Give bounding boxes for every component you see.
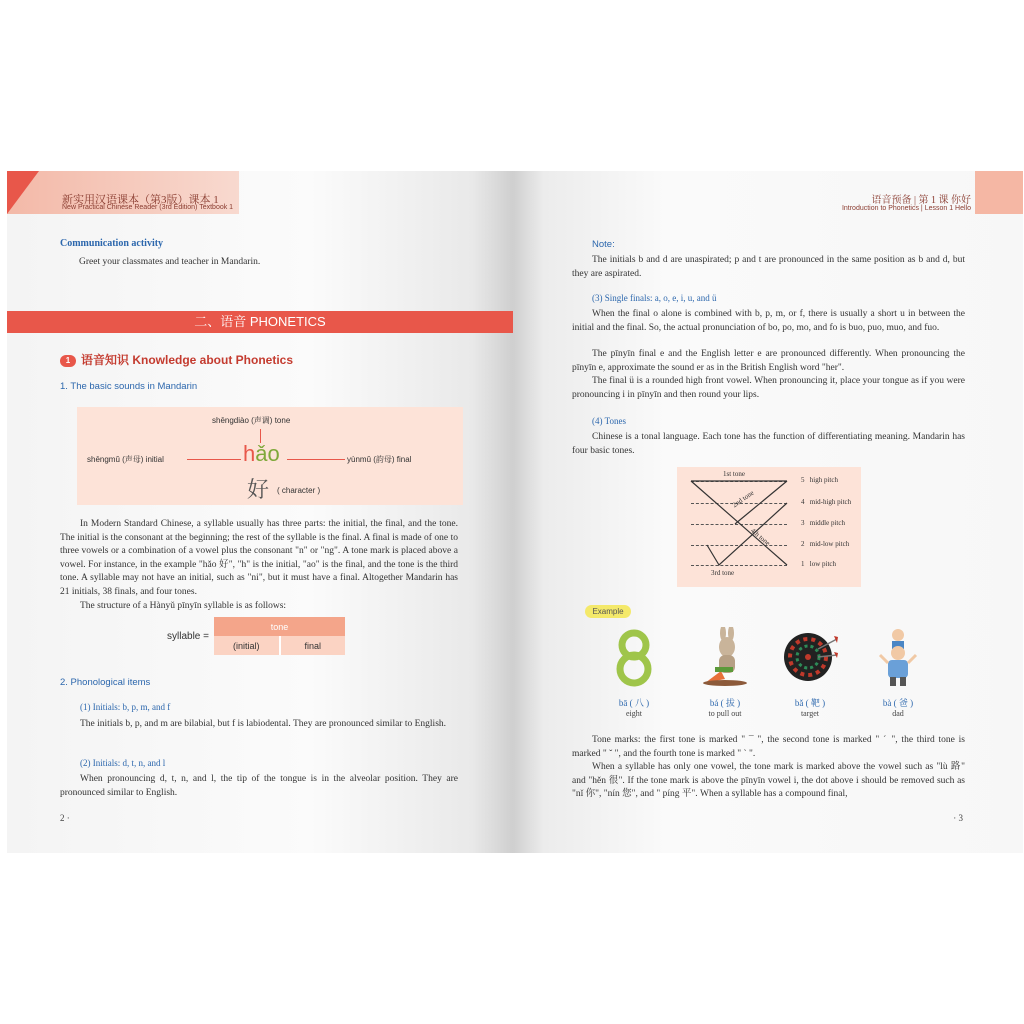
tone-label: shēngdiào (声调) tone: [212, 416, 291, 425]
number-eight-picture: [606, 627, 662, 687]
second-tone-label: 2nd tone: [730, 488, 756, 510]
syllable-hao: [243, 441, 280, 467]
example-ba4: [863, 627, 933, 718]
initials-dtnl-text: When pronouncing d, t, n, and l, the tip of the tongue is in the alveolar position. They are pronounced similar to English.: [60, 774, 458, 798]
character-hao: 好: [247, 477, 270, 502]
example-ba3-pinyin: bǎ ( 靶 ): [794, 698, 826, 708]
table-tone-cell: tone: [214, 617, 345, 636]
first-tone-label: 1st tone: [723, 470, 745, 478]
initial-arrow: [187, 459, 241, 460]
syllable-final-ao: ǎo: [255, 441, 280, 466]
left-page: [7, 171, 513, 853]
example-ba4-meaning: dad: [892, 709, 904, 718]
example-ba3-meaning: target: [800, 709, 820, 718]
final-label: yùnmǔ (韵母) final: [347, 455, 412, 464]
note-text: The initials b and d are unaspirated; p and t are pronounced in the same position as b and d, but they are aspirated.: [572, 255, 965, 279]
rabbit-pulling-carrot-picture: [697, 627, 753, 687]
left-header-title: 新实用汉语课本（第3版）课本 1: [62, 194, 219, 206]
single-finals-p2: The pīnyīn final e and the English letter e are pronounced differently. When pronouncing the pīnyīn e, approximate the sound er as in the British English word "her".: [572, 349, 965, 373]
syllable-diagram: [77, 407, 463, 505]
phonological-heading: 2. Phonological items: [60, 677, 151, 688]
single-finals-p1: When the final o alone is combined with b, p, m, or f, there is usually a short u in between the initial and the final. So, the actual pronunciation of bo, po, mo, and fo is buo, puo, muo, and fuo.: [572, 309, 965, 333]
fourth-tone-label: 4th tone: [749, 526, 772, 548]
dartboard-picture: [782, 627, 838, 687]
left-page-number: 2 ·: [60, 813, 70, 823]
tone-marks-text: Tone marks: the first tone is marked " ¯ ", the second tone is marked " ˊ ", the third tone is marked " ˇ ", and the fourth tone is marked " ˋ ".: [572, 735, 965, 759]
syllable-initial-h: h: [243, 441, 256, 466]
left-header-corner: [7, 171, 39, 214]
table-final-cell: final: [280, 636, 346, 655]
pitch-level-5: 5 high pitch: [801, 476, 838, 484]
knowledge-title: 语音知识 Knowledge about Phonetics: [81, 353, 294, 367]
third-tone-line: [707, 503, 787, 565]
syllable-paragraph: In Modern Standard Chinese, a syllable usually has three parts: the initial, the final, and the tone. The initial is the consonant at the beginning; the rest of the syllable is the final. A final is made of one to three vowels or a combination of a vowel plus the consonant "n" or "ng". A tone mark is placed above a vowel. For instance, in the example "hǎo 好", "h" is the initial, "ao" is the final, and the tone is the third tone. A syllable may not have an initial, such as "ni", but it must have a final. Altogether Mandarin has 21 initials, 38 finals, and four tones.: [60, 519, 458, 597]
dad-with-child-picture: [870, 627, 926, 687]
pitch-level-4: 4 mid-high pitch: [801, 498, 852, 506]
example-badge: Example: [585, 605, 631, 618]
initials-bpmf-title: (1) Initials: b, p, m, and f: [80, 702, 171, 712]
right-header-subtitle: Introduction to Phonetics | Lesson 1 Hello: [841, 205, 971, 212]
third-tone-label: 3rd tone: [711, 569, 735, 577]
example-ba3: [775, 627, 845, 718]
tones-text: Chinese is a tonal language. Each tone has the function of differentiating meaning. Mandarin has four basic tones.: [572, 432, 965, 456]
note-title: Note:: [592, 239, 615, 250]
pitch-level-2: 2 mid-low pitch: [801, 540, 850, 548]
single-finals-title: (3) Single finals: a, o, e, i, u, and ü: [592, 293, 717, 303]
example-ba1: [599, 627, 669, 718]
example-ba2-meaning: to pull out: [708, 709, 742, 718]
example-ba2-pinyin: bá ( 拔 ): [709, 698, 741, 708]
tone-diagram: [677, 467, 861, 587]
right-page-number: · 3: [953, 813, 963, 823]
right-page: [513, 171, 1023, 853]
example-ba4-pinyin: bà ( 爸 ): [882, 698, 914, 708]
single-finals-p3: The final ü is a rounded high front vowel. When pronouncing it, place your tongue as if you were pronouncing i in pīnyīn and then round your lips.: [572, 376, 965, 400]
syllable-label: syllable =: [167, 631, 209, 642]
vowel-placement-text: When a syllable has only one vowel, the tone mark is marked above the vowel such as "lù 路" and "hěn 很". If the tone mark is above the pīnyīn vowel i, the dot above i should be removed such as "nǐ 你", "nín 您", and " píng 平". When a syllable has a compound final,: [572, 762, 965, 799]
left-header-subtitle: New Practical Chinese Reader (3rd Edition) Textbook 1: [62, 204, 234, 211]
final-arrow: [287, 459, 345, 460]
initials-bpmf-text: The initials b, p, and m are bilabial, but f is labiodental. They are pronounced similar to English.: [80, 719, 447, 729]
basic-sounds-heading: 1. The basic sounds in Mandarin: [60, 381, 198, 392]
right-header-title: 语音预备 | 第 1 课 你好: [871, 195, 971, 206]
pitch-level-1: 1 low pitch: [801, 560, 836, 568]
knowledge-heading: [60, 351, 293, 368]
knowledge-number-badge: 1: [60, 355, 76, 367]
communication-title: Communication activity: [60, 238, 164, 249]
table-initial-cell: (initial): [214, 636, 280, 655]
syllable-structure-table: [214, 617, 345, 655]
initial-label: shēngmǔ (声母) initial: [87, 455, 164, 464]
pitch-level-3: 3 middle pitch: [801, 519, 845, 527]
structure-paragraph: The structure of a Hànyǔ pīnyīn syllable is as follows:: [80, 601, 287, 611]
character-label: ( character ): [277, 486, 321, 495]
example-ba1-meaning: eight: [626, 709, 642, 718]
tone-contours: [677, 467, 861, 587]
communication-text: Greet your classmates and teacher in Mandarin.: [79, 257, 261, 267]
initials-dtnl-title: (2) Initials: d, t, n, and l: [80, 758, 166, 768]
example-ba2: [690, 627, 760, 718]
example-ba1-pinyin: bā ( 八 ): [618, 698, 650, 708]
right-header-tab: [975, 171, 1023, 214]
tones-title: (4) Tones: [592, 416, 626, 426]
section-phonetics: 二、语音 PHONETICS: [7, 311, 513, 333]
